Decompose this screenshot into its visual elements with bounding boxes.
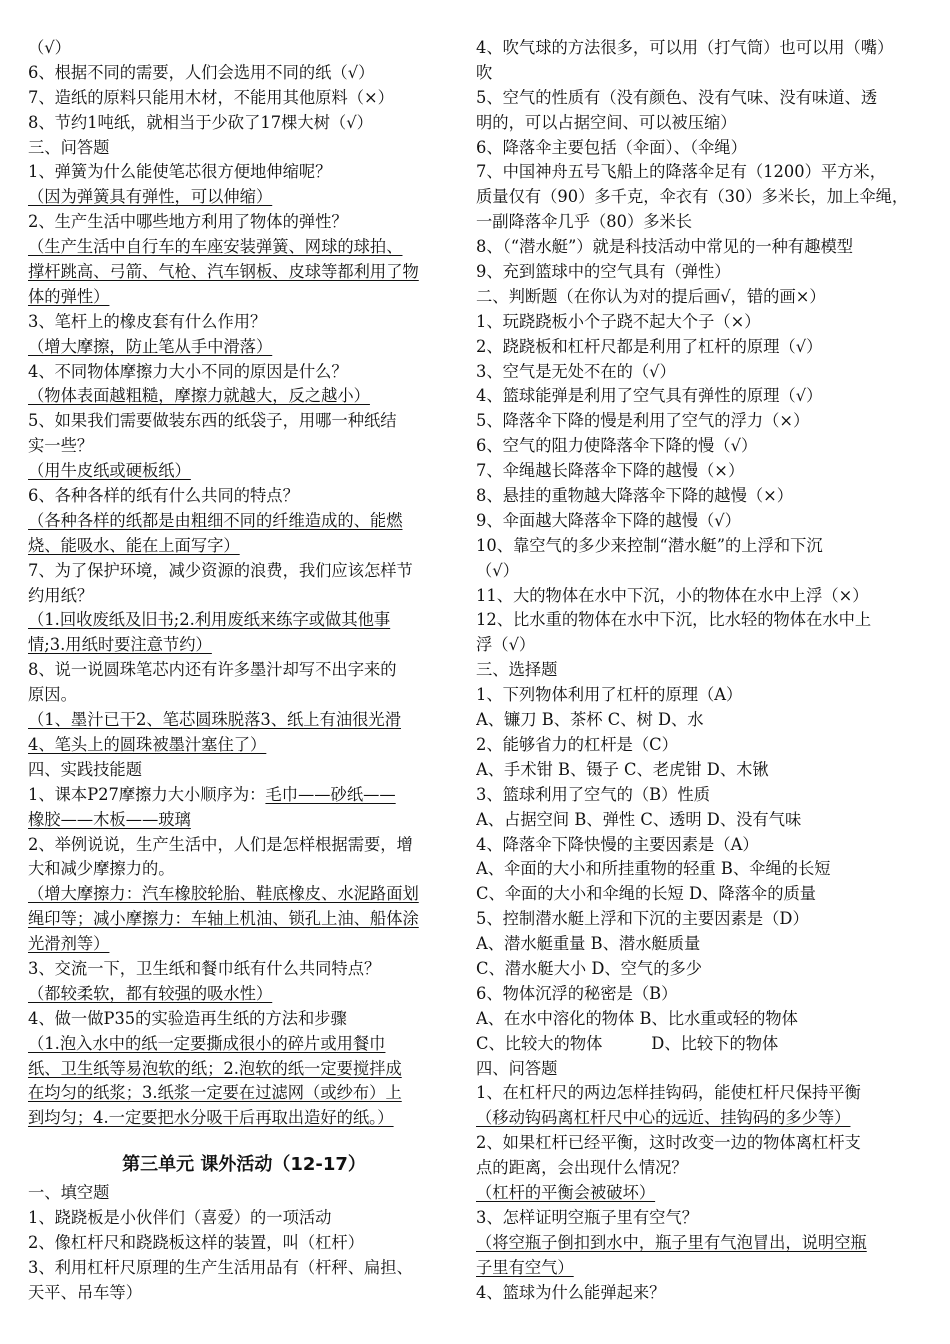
text-line: [476, 658, 924, 683]
line-text: （1、墨汁已干2、笔芯圆珠脱落3、纸上有油很光滑: [28, 710, 401, 730]
text-line: [28, 932, 460, 957]
line-text: （物体表面越粗糙，摩擦力就越大，反之越小）: [28, 386, 370, 406]
line-text: 2、跷跷板和杠杆尺都是利用了杠杆的原理（√）: [476, 336, 823, 356]
text-line: [28, 1256, 460, 1281]
text-line: [28, 1281, 460, 1306]
line-text: 原因。: [28, 685, 77, 705]
line-text: 在均匀的纸浆；3.纸浆一定要在过滤网（或纱布）上: [28, 1083, 402, 1103]
line-text: 3、怎样证明空瓶子里有空气？: [476, 1207, 699, 1227]
text-line: [28, 434, 460, 459]
text-line: [28, 1007, 460, 1032]
text-line: [476, 285, 924, 310]
line-text: 情;3.用纸时要注意节约）: [28, 635, 212, 655]
text-line: [28, 957, 460, 982]
line-text: 绳印等；减小摩擦力：车轴上机油、锁孔上油、船体涂: [28, 909, 419, 929]
line-text: 吹: [476, 62, 493, 82]
line-text: 7、造纸的原料只能用木材，不能用其他原料（×）: [28, 87, 394, 107]
line-text: 纸、卫生纸等易泡软的纸；2.泡软的纸一定要搅拌成: [28, 1058, 402, 1078]
line-text: 撑杆跳高、弓箭、气枪、汽车钢板、皮球等都利用了物: [28, 262, 419, 282]
line-text: 四、实践技能题: [28, 759, 142, 779]
line-text: 6、物体沉浮的秘密是（B）: [476, 983, 678, 1003]
line-text: 2、能够省力的杠杆是（C）: [476, 734, 678, 754]
text-line: [28, 559, 460, 584]
line-text: 三、问答题: [28, 137, 110, 157]
text-line: [28, 1181, 460, 1206]
line-text: A、潜水艇重量 B、潜水艇质量: [476, 934, 701, 954]
text-line: [28, 658, 460, 683]
line-text: 8、说一说圆珠笔芯内还有许多墨汁却写不出字来的: [28, 660, 397, 680]
line-text: 大和减少摩擦力的。: [28, 859, 175, 879]
line-text: 1、下列物体利用了杠杆的原理（A）: [476, 685, 743, 705]
line-text: 9、充到篮球中的空气具有（弹性）: [476, 262, 731, 282]
line-text: 4、篮球能弹是利用了空气具有弹性的原理（√）: [476, 386, 823, 406]
left-column-lines: [28, 36, 460, 1131]
line-text: 4、不同物体摩擦力大小不同的原因是什么？: [28, 361, 348, 381]
text-line: [476, 534, 924, 559]
text-line: [28, 310, 460, 335]
line-text: 1、玩跷跷板小个子跷不起大个子（×）: [476, 311, 761, 331]
text-line: [28, 384, 460, 409]
text-line: [28, 882, 460, 907]
line-text: 4、降落伞下降快慢的主要因素是（A）: [476, 834, 759, 854]
line-text: 4、吹气球的方法很多，可以用（打气筒）也可以用（嘴）: [476, 38, 894, 57]
text-line: [28, 459, 460, 484]
text-line: [476, 1081, 924, 1106]
text-line: [28, 1032, 460, 1057]
line-text: （增大摩擦，防止笔从手中滑落）: [28, 336, 273, 356]
text-line: [28, 409, 460, 434]
text-line: [476, 1131, 924, 1156]
line-text: （因为弹簧具有弹性，可以伸缩）: [28, 187, 273, 207]
text-line: [28, 1231, 460, 1256]
line-text: A、手术钳 B、镊子 C、老虎钳 D、木锹: [476, 759, 769, 779]
text-line: [28, 61, 460, 86]
line-text: 光滑剂等）: [28, 934, 110, 954]
line-text: 质量仅有（90）多千克，伞衣有（30）多米长，加上伞绳，: [476, 187, 909, 207]
line-text: （将空瓶子倒扣到水中，瓶子里有气泡冒出，说明空瓶: [476, 1232, 867, 1252]
line-text: 天平、吊车等）: [28, 1282, 142, 1302]
text-line: [476, 1181, 924, 1206]
line-text: 7、中国神舟五号飞船上的降落伞足有（1200）平方米，: [476, 162, 886, 182]
text-line: [28, 36, 460, 61]
line-text: 到均匀；4.一定要把水分吸干后再取出造好的纸。）: [28, 1108, 394, 1128]
line-text: （用牛皮纸或硬板纸）: [28, 461, 191, 481]
line-answer: 毛巾——砂纸——: [265, 784, 396, 804]
line-text: A、伞面的大小和所挂重物的轻重 B、伞绳的长短: [476, 859, 831, 879]
text-line: [476, 160, 924, 185]
line-text: 6、根据不同的需要，人们会选用不同的纸（√）: [28, 62, 375, 82]
line-text: A、在水中溶化的物体 B、比水重或轻的物体: [476, 1008, 798, 1028]
text-line: [476, 683, 924, 708]
line-text: 4、做一做P35的实验造再生纸的方法和步骤: [28, 1008, 347, 1028]
line-text: 1、弹簧为什么能使笔芯很方便地伸缩呢？: [28, 162, 332, 182]
text-line: [28, 808, 460, 833]
text-line: [476, 434, 924, 459]
line-text: 8、节约1吨纸，就相当于少砍了17棵大树（√）: [28, 112, 373, 132]
line-text: 3、笔杆上的橡皮套有什么作用？: [28, 311, 267, 331]
text-line: [476, 335, 924, 360]
text-line: [28, 1081, 460, 1106]
line-text: 橡胶——木板——玻璃: [28, 809, 191, 829]
line-text: 7、为了保护环境，减少资源的浪费，我们应该怎样节: [28, 560, 413, 580]
line-text: 6、空气的阻力使降落伞下降的慢（√）: [476, 436, 758, 456]
text-line: [476, 857, 924, 882]
text-line: [476, 957, 924, 982]
text-line: [28, 111, 460, 136]
line-text: 2、像杠杆尺和跷跷板这样的装置，叫（杠杆）: [28, 1232, 364, 1252]
text-line: [28, 260, 460, 285]
text-line: [28, 982, 460, 1007]
line-text: 11、大的物体在水中下沉，小的物体在水中上浮（×）: [476, 585, 869, 605]
text-line: [28, 857, 460, 882]
text-line: [476, 882, 924, 907]
text-line: [476, 1106, 924, 1131]
text-line: [476, 210, 924, 235]
text-line: [28, 360, 460, 385]
text-line: [476, 86, 924, 111]
line-text: 8、悬挂的重物越大降落伞下降的越慢（×）: [476, 486, 794, 506]
line-text: 3、利用杠杆尺原理的生产生活用品有（杆秤、扁担、: [28, 1257, 413, 1277]
line-text: 10、靠空气的多少来控制“潜水艇”的上浮和下沉: [476, 535, 823, 555]
line-text: 7、伞绳越长降落伞下降的越慢（×）: [476, 461, 745, 481]
text-line: [476, 633, 924, 658]
text-line: [28, 1057, 460, 1082]
line-text: 1、跷跷板是小伙伴们（喜爱）的一项活动: [28, 1208, 332, 1228]
line-text: 4、笔头上的圆珠被墨汁塞住了）: [28, 734, 267, 754]
text-line: [28, 534, 460, 559]
text-line: [476, 584, 924, 609]
line-text: 5、空气的性质有（没有颜色、没有气味、没有味道、透: [476, 87, 878, 107]
text-line: [476, 409, 924, 434]
line-text: 点的距离，会出现什么情况？: [476, 1158, 688, 1178]
line-text: 4、篮球为什么能弹起来？: [476, 1282, 666, 1302]
line-text: 1、在杠杆尺的两边怎样挂钩码，能使杠杆尺保持平衡: [476, 1083, 861, 1103]
text-line: [476, 1281, 924, 1306]
line-text: 2、如果杠杆已经平衡，这时改变一边的物体离杠杆支: [476, 1133, 861, 1153]
line-text: A、占据空间 B、弹性 C、透明 D、没有气味: [476, 809, 802, 829]
line-text: 三、选择题: [476, 660, 558, 680]
line-text: （√）: [28, 38, 71, 57]
text-line: [28, 1106, 460, 1131]
text-line: [28, 708, 460, 733]
text-line: [28, 758, 460, 783]
text-line: [476, 1256, 924, 1281]
text-line: [476, 1057, 924, 1082]
text-line: [476, 360, 924, 385]
left-column: [28, 36, 460, 1306]
line-text: （增大摩擦力：汽车橡胶轮胎、鞋底橡皮、水泥路面划: [28, 884, 419, 904]
text-line: [28, 608, 460, 633]
text-line: [476, 1156, 924, 1181]
text-line: [476, 1206, 924, 1231]
text-line: [476, 982, 924, 1007]
line-text: 浮（√）: [476, 635, 536, 655]
text-line: [28, 86, 460, 111]
text-line: [28, 484, 460, 509]
line-text: 一、填空题: [28, 1183, 110, 1203]
line-text: （移动钩码离杠杆尺中心的远近、挂钩码的多少等）: [476, 1108, 851, 1128]
left-column-lines-after-title: [28, 1181, 460, 1305]
line-text: 2、生产生活中哪些地方利用了物体的弹性？: [28, 212, 348, 232]
line-text: 5、如果我们需要做装东西的纸袋子，用哪一种纸结: [28, 411, 397, 431]
line-text: 6、各种各样的纸有什么共同的特点？: [28, 486, 299, 506]
line-text: （1.泡入水中的纸一定要撕成很小的碎片或用餐巾: [28, 1033, 386, 1053]
text-line: [28, 783, 460, 808]
line-text: C、比较大的物体 D、比较下的物体: [476, 1033, 779, 1053]
line-text: 实一些？: [28, 436, 94, 456]
line-text: （生产生活中自行车的车座安装弹簧、网球的球拍、: [28, 237, 403, 257]
text-line: [28, 185, 460, 210]
line-text: 3、空气是无处不在的（√）: [476, 361, 676, 381]
text-line: [28, 335, 460, 360]
right-column: [476, 36, 924, 1305]
line-text: 6、降落伞主要包括（伞面）、（伞绳）: [476, 137, 747, 157]
line-text: 3、篮球利用了空气的（B）性质: [476, 784, 710, 804]
line-text: 8、（“潜水艇”）就是科技活动中常见的一种有趣模型: [476, 237, 854, 257]
line-text: 3、交流一下，卫生纸和餐巾纸有什么共同特点？: [28, 958, 381, 978]
text-line: [476, 907, 924, 932]
text-line: [476, 260, 924, 285]
line-text: （1.回收废纸及旧书;2.利用废纸来练字或做其他事: [28, 610, 391, 630]
text-line: [476, 111, 924, 136]
text-line: [476, 783, 924, 808]
line-text: （√）: [476, 560, 519, 580]
text-line: [28, 907, 460, 932]
text-line: [476, 758, 924, 783]
line-text: 二、判断题（在你认为对的提后画√，错的画×）: [476, 286, 826, 306]
line-text: C、潜水艇大小 D、空气的多少: [476, 958, 703, 978]
text-line: [28, 210, 460, 235]
text-line: [476, 310, 924, 335]
text-line: [476, 559, 924, 584]
text-line: [28, 509, 460, 534]
text-line: [476, 36, 924, 61]
text-line: [476, 384, 924, 409]
text-line: [476, 932, 924, 957]
text-line: [28, 235, 460, 260]
line-text: 5、降落伞下降的慢是利用了空气的浮力（×）: [476, 411, 810, 431]
text-line: [476, 608, 924, 633]
line-text: 5、控制潜水艇上浮和下沉的主要因素是（D）: [476, 909, 809, 929]
text-line: [28, 584, 460, 609]
text-line: [28, 1206, 460, 1231]
text-line: [476, 808, 924, 833]
text-line: [476, 708, 924, 733]
text-line: [476, 185, 924, 210]
line-text: 2、举例说说，生产生活中，人们是怎样根据需要，增: [28, 834, 413, 854]
line-text: A、镰刀 B、茶杯 C、树 D、水: [476, 710, 704, 730]
text-line: [476, 733, 924, 758]
text-line: [28, 683, 460, 708]
text-line: [476, 459, 924, 484]
text-line: [476, 509, 924, 534]
text-line: [28, 833, 460, 858]
line-text: 1、课本P27摩擦力大小顺序为：: [28, 784, 266, 804]
text-line: [476, 1032, 924, 1057]
line-text: 约用纸？: [28, 585, 94, 605]
text-line: [28, 285, 460, 310]
text-line: [476, 1231, 924, 1256]
text-line: [476, 833, 924, 858]
section-title: 第三单元 课外活动（12-17）: [122, 1154, 366, 1176]
line-text: 烧、能吸水、能在上面写字）: [28, 535, 240, 555]
line-text: 四、问答题: [476, 1058, 558, 1078]
text-line: [28, 136, 460, 161]
text-line: [28, 160, 460, 185]
text-line: [476, 136, 924, 161]
line-text: （杠杆的平衡会被破坏）: [476, 1182, 656, 1202]
text-line: [476, 484, 924, 509]
line-text: 9、伞面越大降落伞下降的越慢（√）: [476, 510, 741, 530]
line-text: 一副降落伞几乎（80）多米长: [476, 212, 693, 232]
text-line: [28, 733, 460, 758]
line-text: 体的弹性）: [28, 286, 110, 306]
line-text: 明的，可以占据空间、可以被压缩）: [476, 112, 737, 132]
line-text: 子里有空气）: [476, 1257, 574, 1277]
line-text: 12、比水重的物体在水中下沉，比水轻的物体在水中上: [476, 610, 872, 630]
line-text: （都较柔软，都有较强的吸水性）: [28, 983, 273, 1003]
line-text: C、伞面的大小和伞绳的长短 D、降落伞的质量: [476, 884, 817, 904]
text-line: [28, 633, 460, 658]
text-line: [476, 1007, 924, 1032]
text-line: [476, 235, 924, 260]
text-line: [476, 61, 924, 86]
line-text: （各种各样的纸都是由粗细不同的纤维造成的、能燃: [28, 510, 403, 530]
